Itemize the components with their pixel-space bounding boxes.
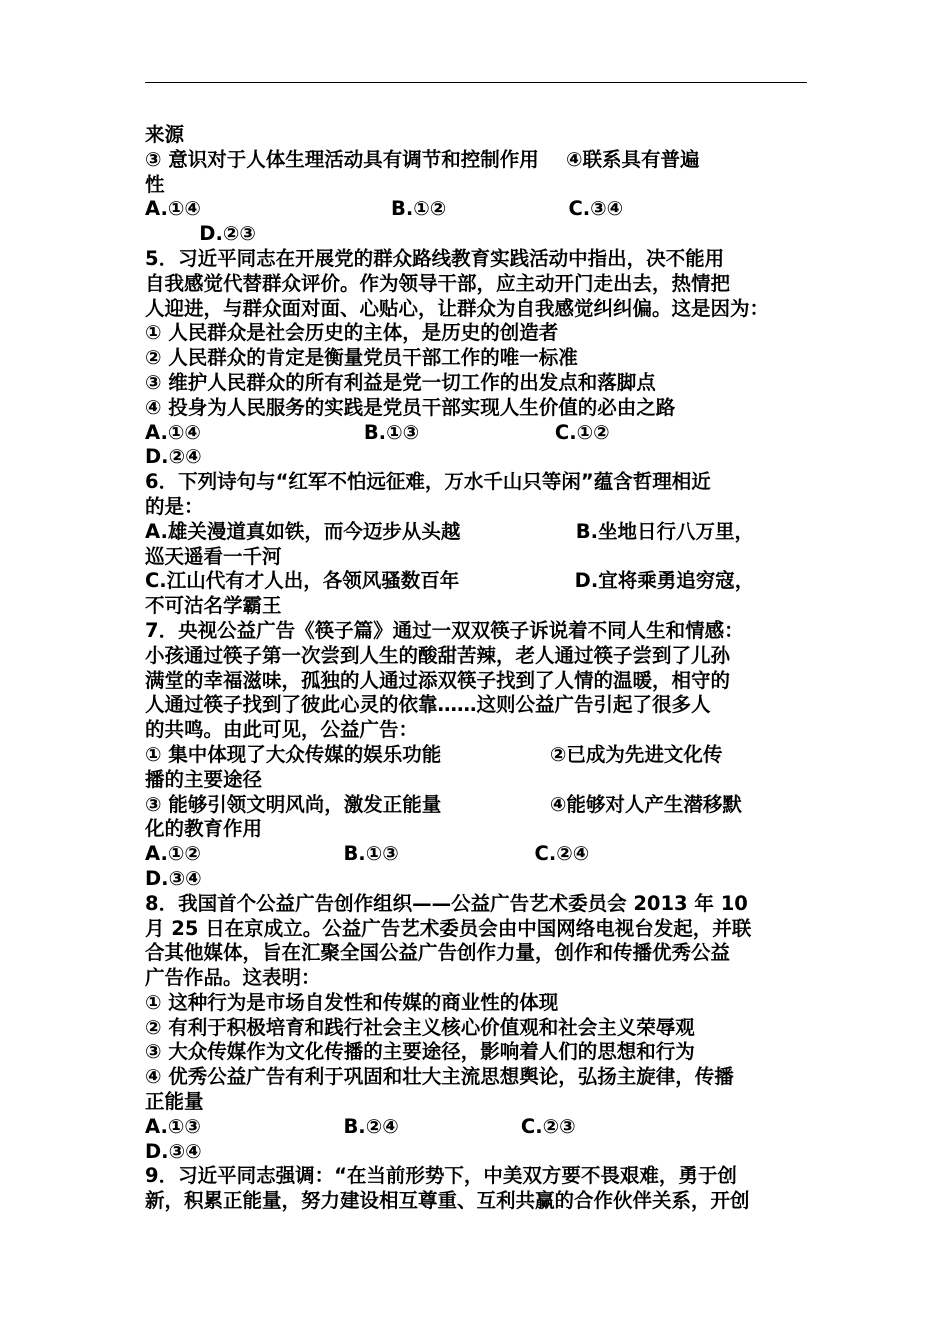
text-line: 广告作品。这表明： xyxy=(145,966,321,990)
text-line: A.①④ B.①② C.③④ xyxy=(145,197,624,221)
text-line: A.①② B.①③ C.②④ xyxy=(145,842,590,866)
text-line: 7．央视公益广告《筷子篇》通过一双双筷子诉说着不同人生和情感： xyxy=(145,618,744,642)
text-line: A.①④ B.①③ C.①② xyxy=(145,420,610,444)
text-line: D.③④ xyxy=(145,1139,202,1163)
text-line: ③ 大众传媒作为文化传播的主要途径，影响着人们的思想和行为 xyxy=(145,1040,695,1064)
text-line: 化的教育作用 xyxy=(145,817,263,841)
document-body xyxy=(145,123,825,1214)
text-line: ① 这种行为是市场自发性和传媒的商业性的体现 xyxy=(145,990,559,1014)
text-line: ③ 能够引领文明风尚，激发正能量 ④能够对人产生潜移默 xyxy=(145,792,742,816)
text-line: ③ 意识对于人体生理活动具有调节和控制作用 ④联系具有普遍 xyxy=(145,147,700,171)
header-rule xyxy=(145,82,807,83)
text-line: D.②③ xyxy=(145,222,256,246)
text-line: 新，积累正能量，努力建设相互尊重、互利共赢的合作伙伴关系，开创 xyxy=(145,1189,750,1213)
text-line: C.江山代有才人出，各领风骚数百年 D.宜将乘勇追穷寇， xyxy=(145,569,755,593)
text-line: 性 xyxy=(145,172,165,196)
text-line: D.②④ xyxy=(145,445,202,469)
text-line: ① 人民群众是社会历史的主体，是历史的创造者 xyxy=(145,321,559,345)
text-line: ② 人民群众的肯定是衡量党员干部工作的唯一标准 xyxy=(145,346,578,370)
text-line: 人通过筷子找到了彼此心灵的依靠……这则公益广告引起了很多人 xyxy=(145,693,711,717)
text-line: 人迎进，与群众面对面、心贴心，让群众为自我感觉纠纠偏。这是因为： xyxy=(145,296,770,320)
text-line: 的是： xyxy=(145,494,204,518)
text-line: 小孩通过筷子第一次尝到人生的酸甜苦辣，老人通过筷子尝到了儿孙 xyxy=(145,643,731,667)
text-line: ① 集中体现了大众传媒的娱乐功能 ②已成为先进文化传 xyxy=(145,742,723,766)
text-line: 来源 xyxy=(145,123,185,146)
text-line: ③ 维护人民群众的所有利益是党一切工作的出发点和落脚点 xyxy=(145,370,656,394)
text-line: 月 25 日在京成立。公益广告艺术委员会由中国网络电视台发起，并联 xyxy=(145,916,752,940)
text-line: 满堂的幸福滋味，孤独的人通过添双筷子找到了人情的温暖，相守的 xyxy=(145,668,731,692)
text-line: 9．习近平同志强调：“在当前形势下，中美双方要不畏艰难，勇于创 xyxy=(145,1164,737,1188)
text-line: 播的主要途径 xyxy=(145,767,263,791)
text-line: 巡天遥看一千河 xyxy=(145,544,282,568)
text-line: 8．我国首个公益广告创作组织——公益广告艺术委员会 2013 年 10 xyxy=(145,891,748,915)
text-line: 自我感觉代替群众评价。作为领导干部，应主动开门走出去，热情把 xyxy=(145,271,731,295)
text-line: ④ 投身为人民服务的实践是党员干部实现人生价值的必由之路 xyxy=(145,395,676,419)
text-line: A.雄关漫道真如铁，而今迈步从头越 B.坐地日行八万里， xyxy=(145,519,755,543)
text-line: ④ 优秀公益广告有利于巩固和壮大主流思想舆论，弘扬主旋律，传播 xyxy=(145,1065,734,1089)
text-line: 6．下列诗句与“红军不怕远征难，万水千山只等闲”蕴含哲理相近 xyxy=(145,470,711,494)
text-line: 正能量 xyxy=(145,1090,204,1114)
text-line: 不可沽名学霸王 xyxy=(145,594,282,618)
text-line: 5．习近平同志在开展党的群众路线教育实践活动中指出，决不能用 xyxy=(145,246,725,270)
text-line: 合其他媒体，旨在汇聚全国公益广告创作力量，创作和传播优秀公益 xyxy=(145,941,731,965)
text-line: ② 有利于积极培育和践行社会主义核心价值观和社会主义荣辱观 xyxy=(145,1015,695,1039)
text-line: 的共鸣。由此可见，公益广告： xyxy=(145,718,419,742)
text-line: A.①③ B.②④ C.②③ xyxy=(145,1114,576,1138)
text-line: D.③④ xyxy=(145,866,202,890)
